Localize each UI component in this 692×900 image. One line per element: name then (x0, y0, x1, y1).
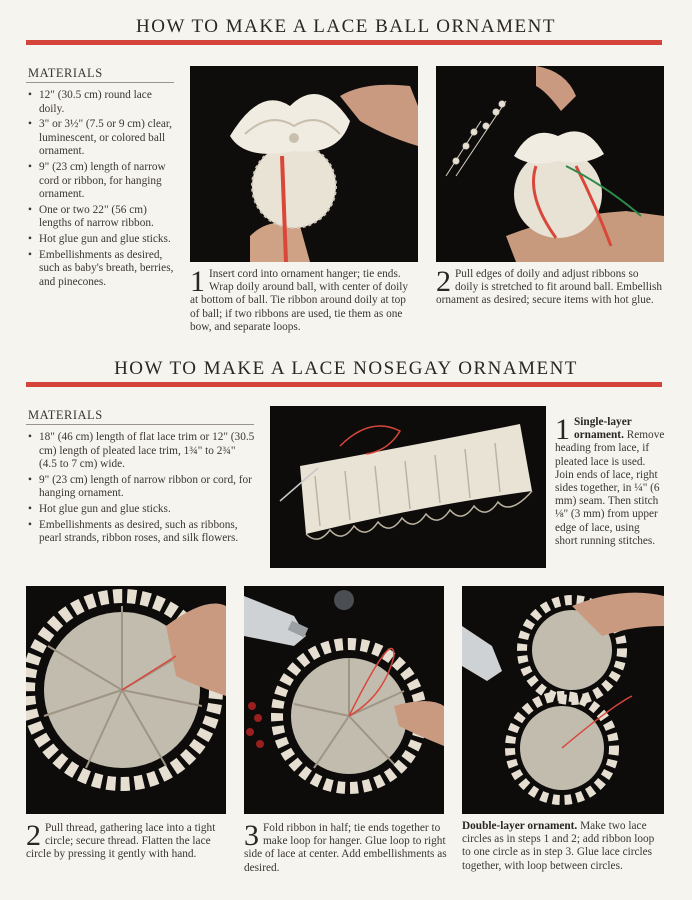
step-text: Make two lace circles as in steps 1 and 2; add ribbon loop to one circle as in step 3. Glue lace circles together, with loop between circles. (462, 820, 655, 872)
step-bold-heading: Single-layer ornament. (574, 416, 632, 442)
material-item: • Embellishments as desired, such as baby's breath, berries, and pinecones. (28, 249, 174, 290)
material-item: • 3" or 3½" (7.5 or 9 cm) clear, luminescent, or colored ball ornament. (28, 118, 174, 159)
material-item: • Embellishments as desired, such as ribbons, pearl strands, ribbon roses, and silk flowers. (28, 519, 256, 546)
section2-materials-rule (26, 424, 254, 425)
step-text: Remove heading from lace, if pleated lace is used. Join ends of lace, right sides together, in ¼" (6 mm) seam. Then stitch ⅛" (3 mm) from upper edge of lace, using short running stitches. (555, 429, 665, 547)
section1-title: HOW TO MAKE A LACE BALL ORNAMENT (136, 16, 556, 37)
step-number: 3 (244, 819, 259, 852)
photo-ball-step2 (436, 66, 664, 262)
photo-ball-step1 (190, 66, 418, 262)
section2-title: HOW TO MAKE A LACE NOSEGAY ORNAMENT (114, 358, 578, 379)
photo-lace-trim (270, 406, 546, 568)
material-item: • 9" (23 cm) length of narrow ribbon or cord, for hanging ornament. (28, 474, 256, 501)
material-item: • 12" (30.5 cm) round lace doily. (28, 89, 174, 116)
section2-double-caption (462, 820, 664, 873)
section1-materials-list (28, 89, 174, 291)
step-text: Insert cord into ornament hanger; tie ends. Wrap doily around ball, with center of doily at bottom of ball. Tie ribbon around doily at top of ball; if two ribbons are used, tie them as one bow, and separate loops. (190, 268, 409, 333)
section1-step1-caption (190, 265, 418, 334)
photo-glue-loop (244, 586, 444, 814)
step-bold-heading: Double-layer ornament. (462, 820, 578, 832)
material-item: • 9" (23 cm) length of narrow cord or ribbon, for hanging ornament. (28, 161, 174, 202)
section2-materials-heading: MATERIALS (28, 408, 103, 422)
step-number: 2 (436, 265, 451, 298)
photo-double-layer (462, 586, 664, 814)
section1-step2-caption (436, 265, 664, 308)
section2-materials-list (28, 431, 256, 548)
section1-red-rule (26, 40, 662, 45)
step-number: 1 (555, 413, 570, 446)
material-item: • 18" (46 cm) length of flat lace trim or 12" (30.5 cm) length of pleated lace trim, 1¾" to 2¾" (4.5 to 7 cm) wide. (28, 431, 256, 472)
step-text: Pull edges of doily and adjust ribbons so doily is stretched to fit around ball. Embellish ornament as desired; secure items with hot glue. (436, 268, 663, 307)
photo-gathered-circle (26, 586, 226, 814)
section1-materials-rule (26, 82, 174, 83)
section2-red-rule (26, 382, 662, 387)
step-number: 2 (26, 819, 41, 852)
step-number: 1 (190, 265, 205, 298)
section1-materials-heading: MATERIALS (28, 66, 103, 80)
section2-step2-caption (26, 819, 226, 862)
material-item: • Hot glue gun and glue sticks. (28, 503, 256, 517)
step-text: Pull thread, gathering lace into a tight circle; secure thread. Flatten the lace circle by pressing it gently with hand. (26, 822, 216, 861)
step-text: Fold ribbon in half; tie ends together to make loop for hanger. Glue loop to right side of lace at center. Add embellishments as desired. (244, 822, 447, 874)
material-item: • Hot glue gun and glue sticks. (28, 233, 174, 247)
section2-step1-caption (555, 413, 665, 548)
material-item: • One or two 22" (56 cm) lengths of narrow ribbon. (28, 204, 174, 231)
section2-step3-caption (244, 819, 449, 875)
